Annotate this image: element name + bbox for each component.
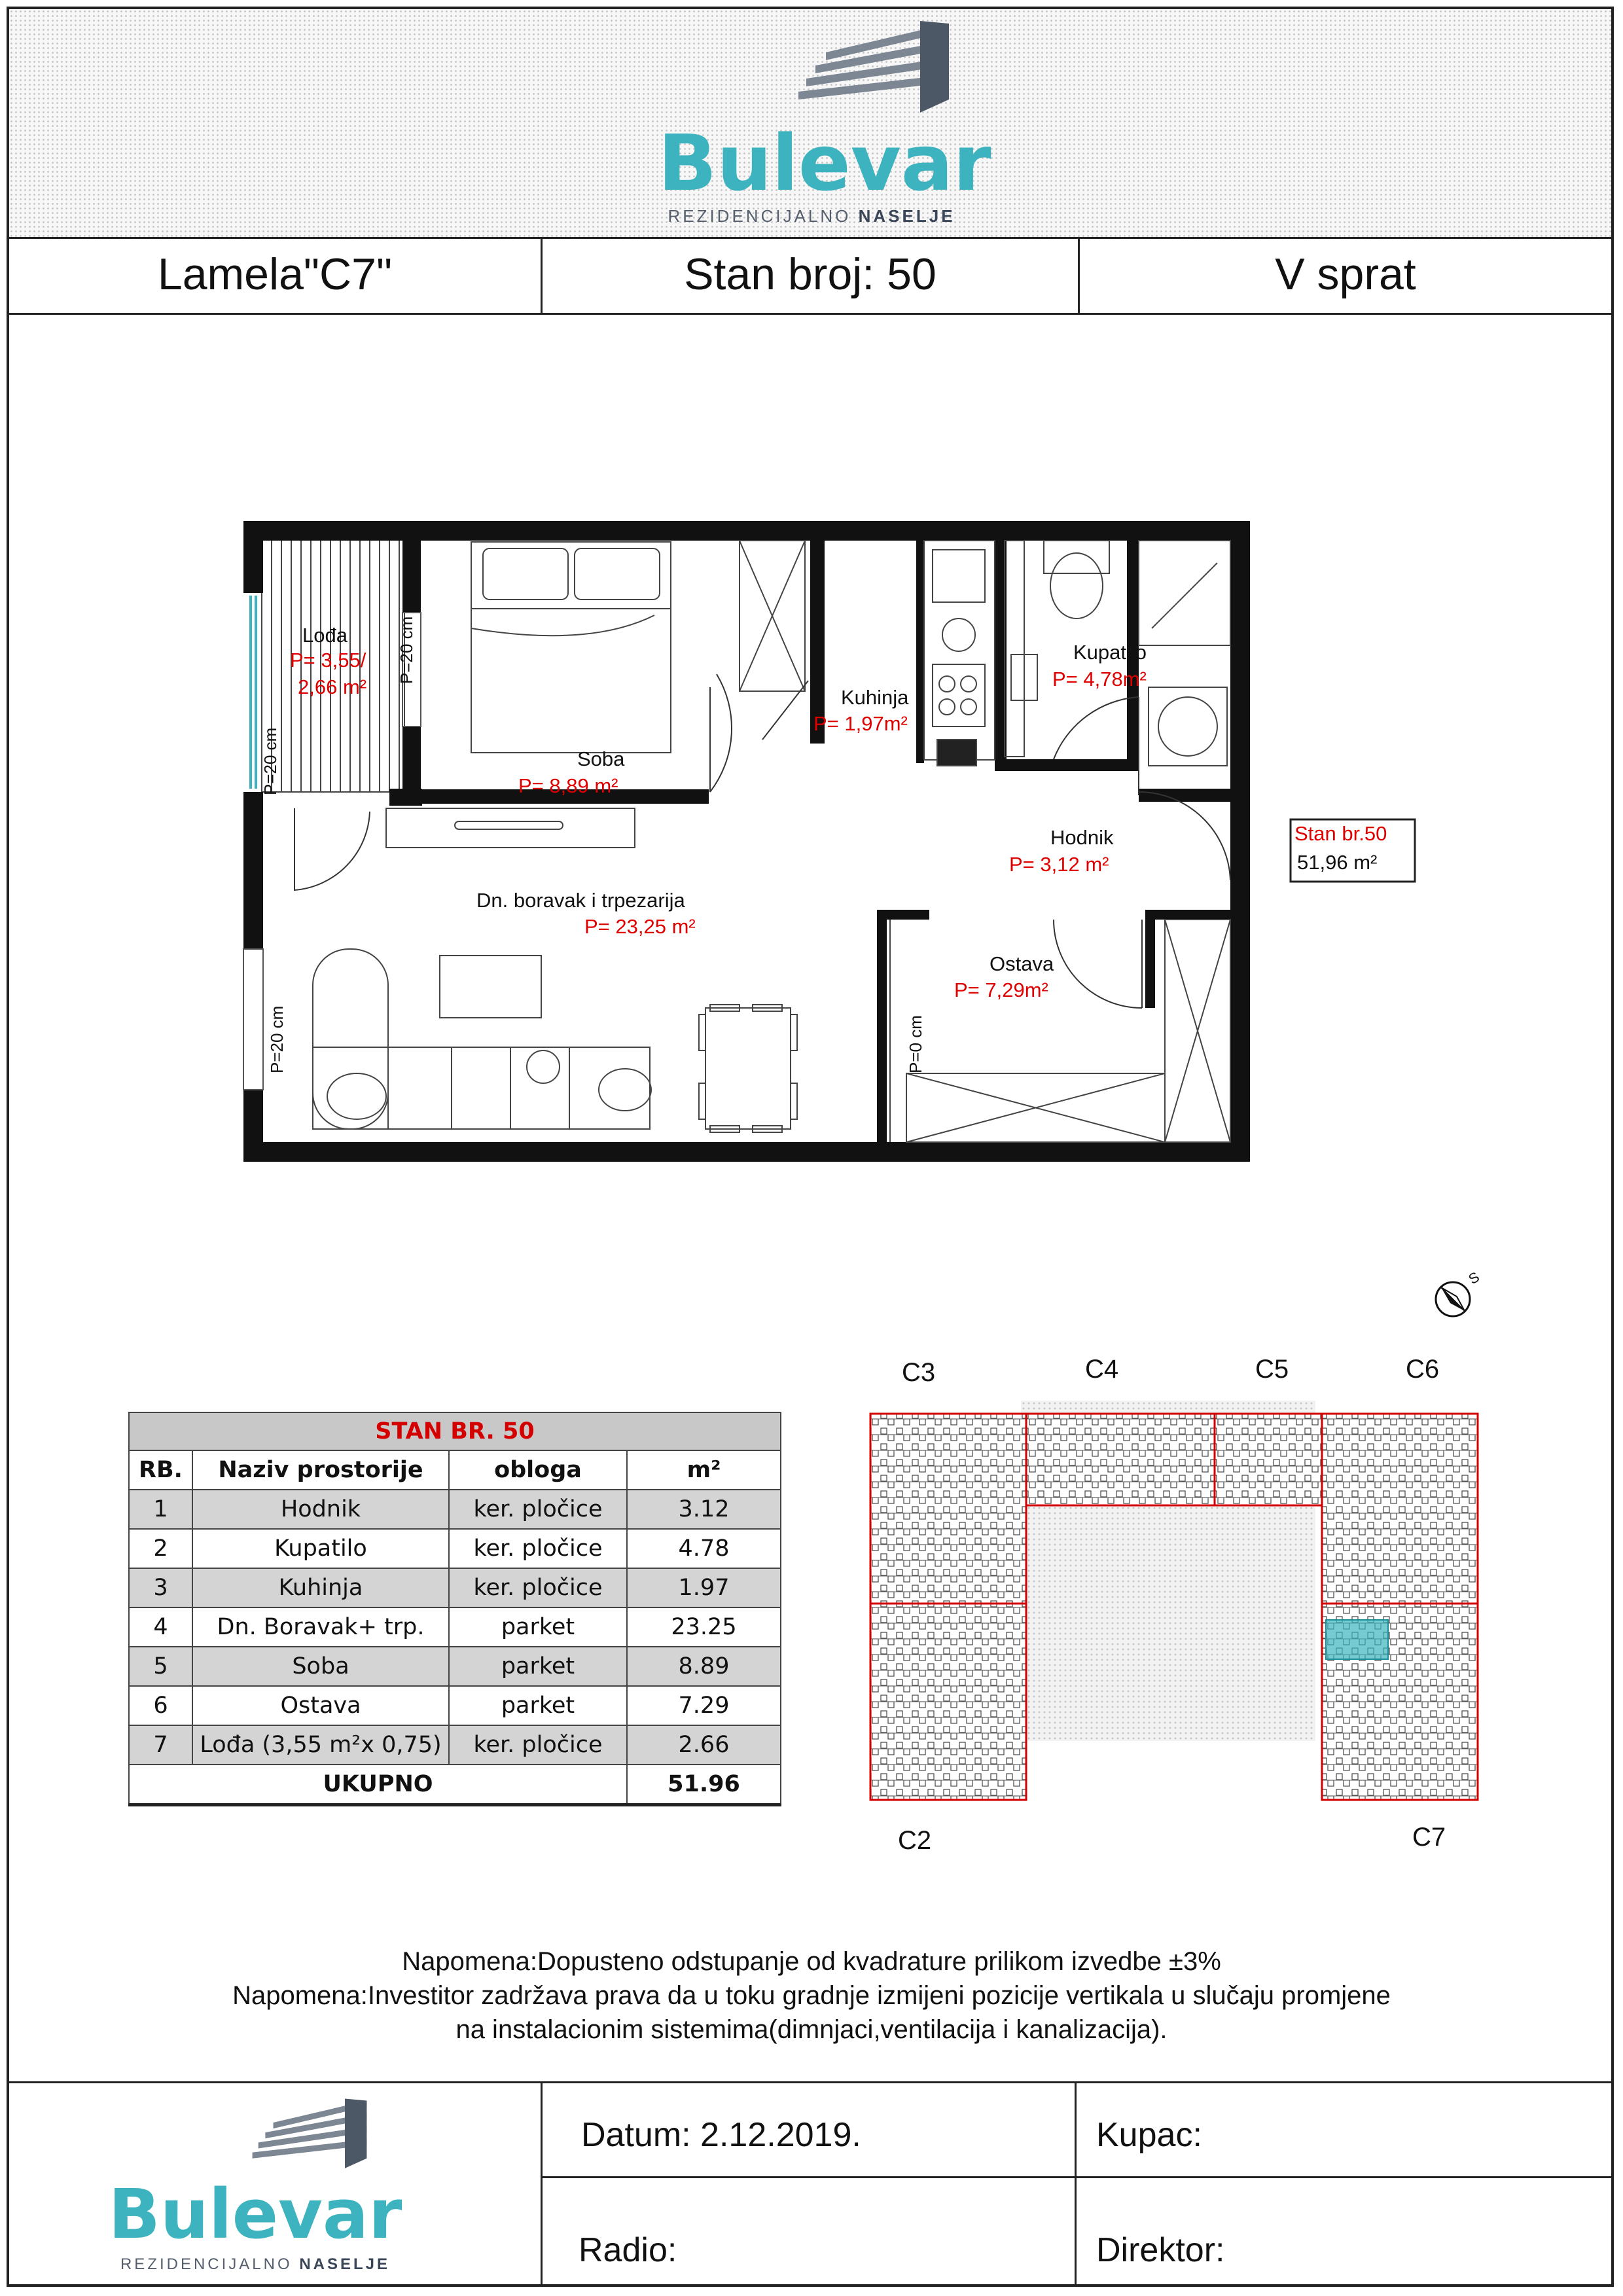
table-row (129, 1568, 781, 1607)
table-cell: ker. pločice (449, 1490, 627, 1529)
windows (251, 596, 256, 789)
table-cell: 6 (129, 1686, 192, 1725)
room-table (128, 1412, 781, 1806)
site-label-c6: C6 (1406, 1355, 1440, 1384)
site-plan (864, 1270, 1518, 1833)
divider (1075, 2081, 1077, 2284)
table-cell: ker. pločice (449, 1568, 627, 1607)
compass-north-label: S (1465, 1268, 1482, 1288)
note-line-1: Napomena:Dopusteno odstupanje od kvadrature prilikom izvedbe ±3% (402, 1947, 1221, 1976)
wall-thickness-label: P=20 cm (397, 616, 416, 684)
table-cell: 7 (129, 1725, 192, 1765)
site-label-c7: C7 (1412, 1823, 1446, 1852)
date-field: Datum: 2.12.2019. (581, 2116, 861, 2154)
table-row (129, 1529, 781, 1568)
apartment-tag-area: 51,96 m² (1297, 851, 1378, 874)
room-name-kupatilo: Kupatilo (1073, 641, 1147, 664)
table-cell: Dn. Boravak+ trp. (192, 1607, 449, 1647)
living-furniture (313, 949, 797, 1132)
apartment-tag-number: Stan br.50 (1294, 822, 1387, 845)
room-name-kuhinja: Kuhinja (841, 686, 909, 709)
table-cell: parket (449, 1686, 627, 1725)
table-cell: 4 (129, 1607, 192, 1647)
brand-tagline: REZIDENCIJALNO NASELJE (668, 206, 955, 226)
column-header: Naziv prostorije (192, 1450, 449, 1490)
column-header: obloga (449, 1450, 627, 1490)
table-cell: 2.66 (627, 1725, 781, 1765)
floor-label: V sprat (1275, 249, 1416, 299)
site-label-c4: C4 (1085, 1355, 1119, 1384)
table-cell: ker. pločice (449, 1529, 627, 1568)
apartment-number: Stan broj: 50 (684, 249, 936, 299)
divider (541, 2081, 543, 2284)
site-label-c5: C5 (1255, 1355, 1289, 1384)
table-row (129, 1607, 781, 1647)
table-row (129, 1686, 781, 1725)
site-label-c2: C2 (898, 1826, 932, 1855)
table-cell: 5 (129, 1647, 192, 1686)
room-name-soba: Soba (577, 747, 625, 770)
table-cell: Soba (192, 1647, 449, 1686)
wall-thickness-label: P=20 cm (267, 1005, 287, 1073)
table-title: STAN BR. 50 (129, 1412, 781, 1450)
kitchen-counter (924, 541, 995, 766)
room-name-lodja: Lođa (302, 624, 348, 647)
divider (543, 2176, 1613, 2178)
column-header: RB. (129, 1450, 192, 1490)
bed (471, 542, 671, 753)
table-row (129, 1490, 781, 1529)
room-area-lodja: P= 3,55/ (290, 649, 366, 672)
wall-thickness-label: P=0 cm (906, 1015, 925, 1073)
table-cell: parket (449, 1647, 627, 1686)
footer-brand-tagline: REZIDENCIJALNO NASELJE (120, 2255, 391, 2273)
table-cell: 3 (129, 1568, 192, 1607)
table-cell: 4.78 (627, 1529, 781, 1568)
table-total-row (129, 1765, 781, 1805)
prepared-by-field: Radio: (579, 2231, 677, 2269)
room-area-boravak: P= 23,25 m² (584, 915, 696, 938)
table-cell: 1 (129, 1490, 192, 1529)
room-area-kupatilo: P= 4,78m² (1052, 668, 1147, 691)
footer-brand-logo-text: Bulevar (108, 2174, 402, 2254)
room-area-ostava: P= 7,29m² (954, 978, 1048, 1001)
column-header: m² (627, 1450, 781, 1490)
table-cell: Ostava (192, 1686, 449, 1725)
table-row (129, 1647, 781, 1686)
room-area-soba: P= 8,89 m² (518, 774, 618, 797)
note-line-2: Napomena:Investitor zadržava prava da u toku gradnje izmijeni pozicije vertikala u slučaju promjene (232, 1981, 1391, 2010)
table-cell: parket (449, 1607, 627, 1647)
site-label-c3: C3 (902, 1358, 936, 1387)
brand-logo-text: Bulevar (658, 118, 991, 208)
table-cell: 7.29 (627, 1686, 781, 1725)
note-line-3: na instalacionim sistemima(dimnjaci,ventilacija i kanalizacija). (455, 2015, 1168, 2044)
table-cell: Lođa (3,55 m²x 0,75) (192, 1725, 449, 1765)
wall-thickness-label: P=20 cm (260, 727, 280, 795)
room-area-lodja-net: 2,66 m² (298, 675, 367, 698)
table-cell: 3.12 (627, 1490, 781, 1529)
total-label: UKUPNO (129, 1765, 627, 1805)
lamela-label: Lamela"C7" (157, 249, 393, 299)
room-area-hodnik: P= 3,12 m² (1009, 853, 1109, 876)
compass-icon (1436, 1282, 1470, 1316)
divider (9, 2081, 1611, 2083)
table-cell: 2 (129, 1529, 192, 1568)
director-field: Direktor: (1096, 2231, 1225, 2269)
building-logo-icon (247, 2092, 372, 2180)
room-name-ostava: Ostava (990, 952, 1054, 975)
room-area-kuhinja: P= 1,97m² (813, 712, 908, 735)
table-cell: Hodnik (192, 1490, 449, 1529)
table-cell: Kupatilo (192, 1529, 449, 1568)
table-cell: ker. pločice (449, 1725, 627, 1765)
table-row (129, 1725, 781, 1765)
buyer-field: Kupac: (1096, 2116, 1202, 2154)
table-cell: 1.97 (627, 1568, 781, 1607)
room-name-boravak: Dn. boravak i trpezarija (476, 889, 685, 912)
room-name-hodnik: Hodnik (1050, 826, 1114, 849)
total-value: 51.96 (627, 1765, 781, 1805)
table-cell: 23.25 (627, 1607, 781, 1647)
table-cell: 8.89 (627, 1647, 781, 1686)
table-cell: Kuhinja (192, 1568, 449, 1607)
